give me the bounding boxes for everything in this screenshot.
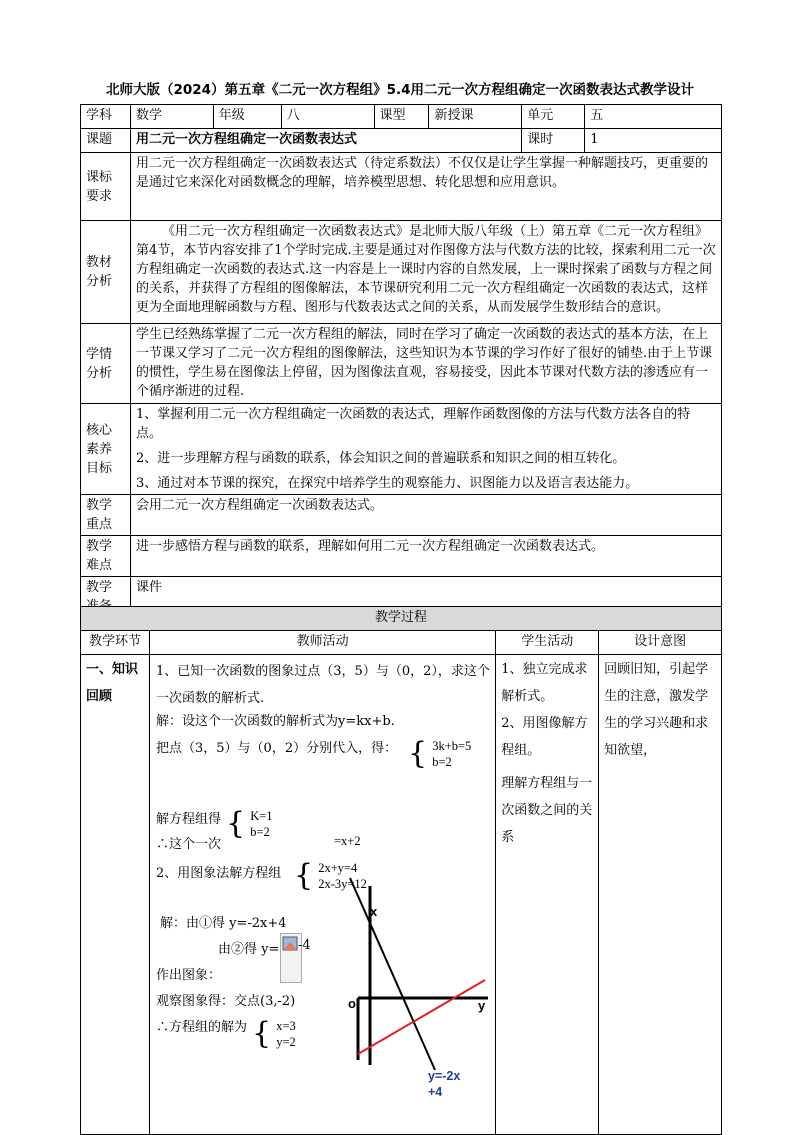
eq-1a: 3k+b=5 (432, 739, 472, 753)
brace-icon: { (408, 736, 428, 771)
student-item: 理解方程组与一次函数之间的关系 (501, 776, 593, 845)
topic-value: 用二元一次方程组确定一次函数表达式 (130, 129, 521, 153)
difficulty-label: 教学难点 (81, 536, 131, 577)
key-text: 会用二元一次方程组确定一次函数表达式。 (130, 495, 721, 536)
unit-value: 五 (585, 105, 722, 129)
line-black (350, 878, 435, 1070)
step-1: 解：由①得 y=-2x+4 (160, 916, 287, 931)
brace-icon: { (252, 1016, 272, 1051)
standard-text: 用二元一次方程组确定一次函数表达式（待定系数法）不仅仅是让学生掌握一种解题技巧，更重要的是通过它来深化对函数概念的理解，培养模型思想、转化思想和应用意识。 (130, 153, 721, 221)
stage-label: 一、知识回顾 (81, 655, 150, 1135)
key-label: 教学重点 (81, 495, 131, 536)
origin-label: o (348, 996, 356, 1011)
material-label: 教材分析 (81, 221, 131, 324)
core-goal-item: 2、进一步理解方程与函数的联系，体会知识之间的普遍联系和知识之间的相互转化。 (135, 451, 626, 466)
difficulty-text: 进一步感悟方程与函数的联系，理解如何用二元一次方程组确定一次函数表达式。 (130, 536, 721, 577)
system-1 (408, 738, 471, 770)
type-value: 新授课 (429, 105, 522, 129)
learner-label: 学情分析 (81, 324, 131, 404)
hours-value: 1 (585, 129, 722, 153)
x-axis-label: x (370, 904, 378, 919)
y-axis-label: y (478, 998, 486, 1013)
brace-icon: { (226, 806, 246, 841)
line-equation-label (428, 1068, 460, 1100)
conclusion-b: =x+2 (334, 834, 361, 848)
col-intent: 设计意图 (599, 631, 722, 655)
line-label-b: +4 (428, 1085, 443, 1099)
topic-label: 课题 (81, 129, 131, 153)
eq-2a: 2x+y=4 (318, 861, 358, 875)
conclusion-a: ∴这个一次 (156, 837, 222, 852)
step-2a: 由②得 y= (218, 942, 280, 957)
line-red (358, 980, 485, 1054)
solution-1-intro: 解：设这个一次函数的解析式为y=kx+b. (156, 714, 395, 729)
step-4: 观察图象得：交点(3,-2) (156, 994, 296, 1009)
eq-1b: b=2 (432, 755, 452, 769)
prep-text: 课件 (130, 577, 721, 618)
brace-icon: { (294, 858, 314, 893)
design-intent: 回顾旧知，引起学生的注意，激发学生的学习兴趣和求知欲望， (599, 655, 722, 1135)
res-2b: y=2 (276, 1035, 296, 1049)
res-2a: x=3 (276, 1019, 296, 1033)
eq-2b: 2x-3y=12 (318, 877, 367, 891)
grade-label: 年级 (213, 105, 281, 129)
question-1: 1、已知一次函数的图象过点（3，5）与（0，2），求这个一次函数的解析式. (156, 664, 490, 706)
res-1a: K=1 (250, 809, 273, 823)
process-header: 教学过程 (81, 607, 722, 631)
result-2 (252, 1018, 296, 1050)
grade-value: 八 (281, 105, 374, 129)
function-graph (340, 870, 500, 1070)
lesson-info-table (80, 104, 722, 618)
hours-label: 课时 (522, 129, 585, 153)
subject-value: 数学 (130, 105, 213, 129)
result-1 (226, 808, 273, 840)
line-label-a: y=-2x (428, 1069, 461, 1083)
core-goal-item: 1、掌握利用二元一次方程组确定一次函数的表达式，理解作函数图像的方法与代数方法各自的特点。 (135, 407, 691, 441)
step-3: 作出图象： (156, 968, 222, 983)
student-activity (496, 655, 599, 1135)
question-2: 2、用图象法解方程组 (156, 866, 282, 881)
student-item: 2、用图像解方程组。 (501, 716, 588, 758)
material-text: 《用二元一次方程组确定一次函数表达式》是北师大版八年级（上）第五章《二元一次方程组》第4节，本节内容安排了1个学时完成.主要是通过对作图像方法与代数方法的比较，探索利用二元一次方程组确定一次函数的表达式.这一内容是上一课时内容的自然发展，上一课时探索了函数与方程之间的关系，并获得了方程组的图像解法，本节课研究利用二元一次方程组确定一次函数的表达式，这样更为全面地理解函数与方程、图形与代数表达式之间的关系，从而发展学生数形结合的意识。 (130, 221, 721, 324)
core-goal-item: 3、通过对本节课的探究，在探究中培养学生的观察能力、识图能力以及语言表达能力。 (135, 476, 639, 491)
core-label: 核心素养目标 (81, 404, 131, 495)
subject-label: 学科 (81, 105, 131, 129)
step-5: ∴方程组的解为 (156, 1020, 248, 1035)
col-student: 学生活动 (496, 631, 599, 655)
res-1b: b=2 (250, 825, 270, 839)
col-teacher: 教师活动 (149, 631, 495, 655)
col-stage: 教学环节 (81, 631, 150, 655)
document-title: 北师大版（2024）第五章《二元一次方程组》5.4用二元一次方程组确定一次函数表达式教学设计 (106, 82, 694, 98)
solve-label: 解方程组得 (156, 812, 222, 827)
type-label: 课型 (374, 105, 429, 129)
prep-label: 教学 (81, 577, 131, 618)
learner-text: 学生已经熟练掌握了二元一次方程组的解法，同时在学习了确定一次函数的表达式的基本方法，在上一节课又学习了二元一次方程组的图像解法，这些知识为本节课的学习作好了很好的铺垫.由于上节课的惯性，学生易在图像法上停留，因为图像法直观，容易接受，因此本节课对代数方法的渗透应有一个循序渐进的过程. (130, 324, 721, 404)
unit-label: 单元 (522, 105, 585, 129)
core-goals (130, 404, 721, 495)
student-item: 1、独立完成求解析式。 (501, 662, 588, 704)
standard-label: 课标要求 (81, 153, 131, 221)
substitute-text: 把点（3，5）与（0，2）分别代入，得： (156, 741, 398, 756)
step-2b: -4 (298, 938, 311, 953)
